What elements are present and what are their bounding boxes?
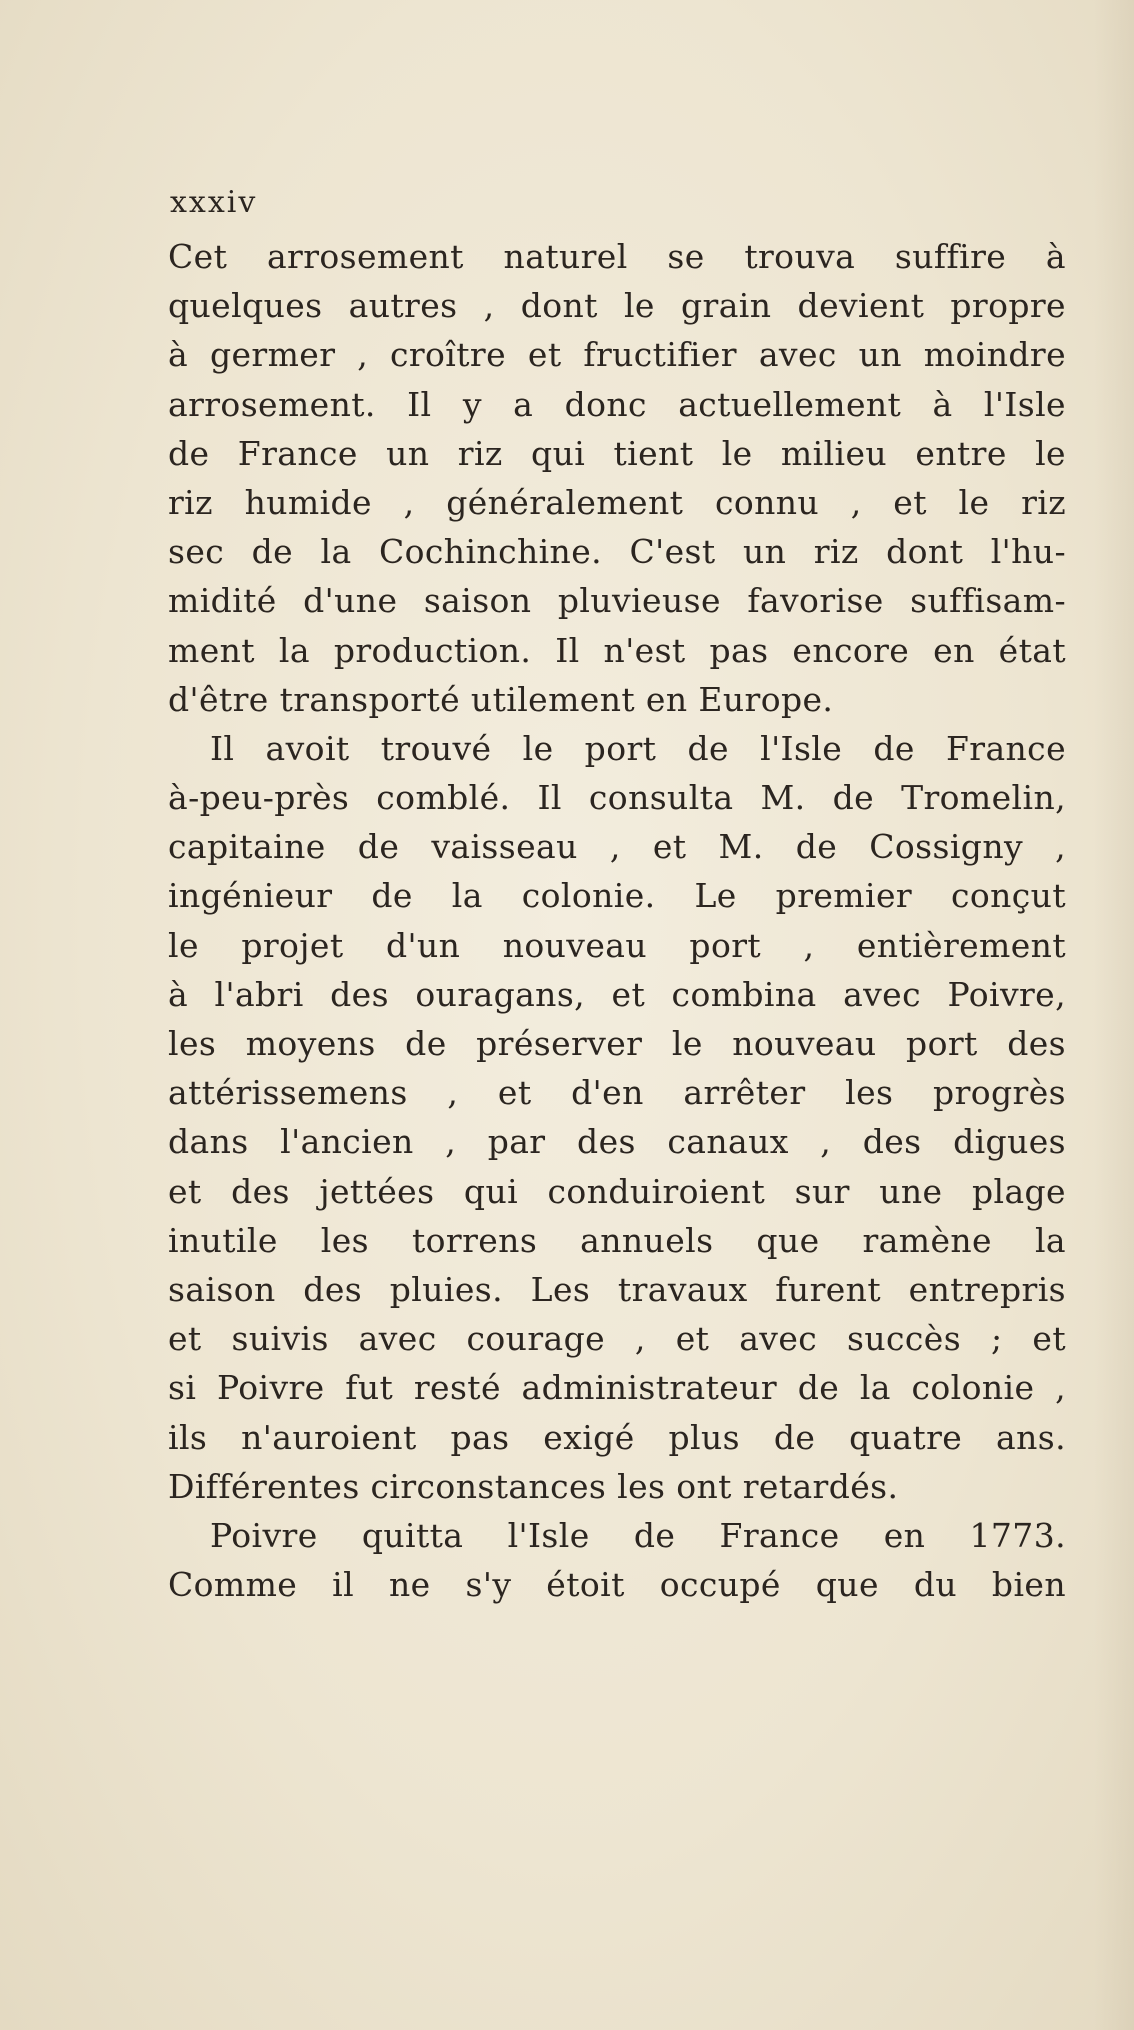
text-line: si Poivre fut resté administrateur de la colonie , [168,1368,1066,1408]
text-line: de France un riz qui tient le milieu entre le [168,433,1066,473]
text-line: à germer , croître et fructifier avec un moindre [168,335,1066,375]
text-line: arrosement. Il y a donc actuellement à l'Isle [168,384,1066,424]
paragraph-end-line: Différentes circonstances les ont retardés. [168,1466,899,1506]
text-line: attérissemens , et d'en arrêter les progrès [168,1073,1066,1113]
text-line: à l'abri des ouragans, et combina avec Poivre, [168,974,1066,1014]
page-edge-shadow [1094,0,1134,2030]
text-line: et suivis avec courage , et avec succès ; et [168,1319,1066,1359]
text-line: capitaine de vaisseau , et M. de Cossigny , [168,827,1066,867]
text-line: les moyens de préserver le nouveau port des [168,1024,1066,1063]
text-line: ingénieur de la colonie. Le premier conçut [168,876,1066,916]
text-line: ils n'auroient pas exigé plus de quatre ans. [168,1417,1066,1457]
text-line: et des jettées qui conduiroient sur une plage [168,1171,1066,1211]
text-line: midité d'une saison pluvieuse favorise suffisam- [168,581,1066,621]
text-line: sec de la Cochinchine. C'est un riz dont l'hu- [168,532,1066,572]
page-number: xxxiv [170,185,258,220]
text-line: le projet d'un nouveau port , entièrement [168,925,1066,965]
text-block [168,178,1066,1609]
text-line: saison des pluies. Les travaux furent entrepris [168,1269,1066,1309]
text-line: quelques autres , dont le grain devient propre [168,286,1066,326]
text-line: Comme il ne s'y étoit occupé que du bien [168,1565,1066,1605]
paragraph-start-line: Poivre quitta l'Isle de France en 1773. [210,1515,1066,1555]
paragraph-end-line: d'être transporté utilement en Europe. [168,679,834,719]
text-line: Cet arrosement naturel se trouva suffire à [168,237,1066,276]
text-line: dans l'ancien , par des canaux , des digues [168,1122,1066,1162]
paragraph-start-line: Il avoit trouvé le port de l'Isle de France [210,728,1066,768]
text-line: riz humide , généralement connu , et le riz [168,482,1066,522]
text-line: inutile les torrens annuels que ramène la [168,1220,1066,1260]
text-line: ment la production. Il n'est pas encore en état [168,630,1066,670]
text-line: à-peu-près comblé. Il consulta M. de Tromelin, [168,778,1066,818]
